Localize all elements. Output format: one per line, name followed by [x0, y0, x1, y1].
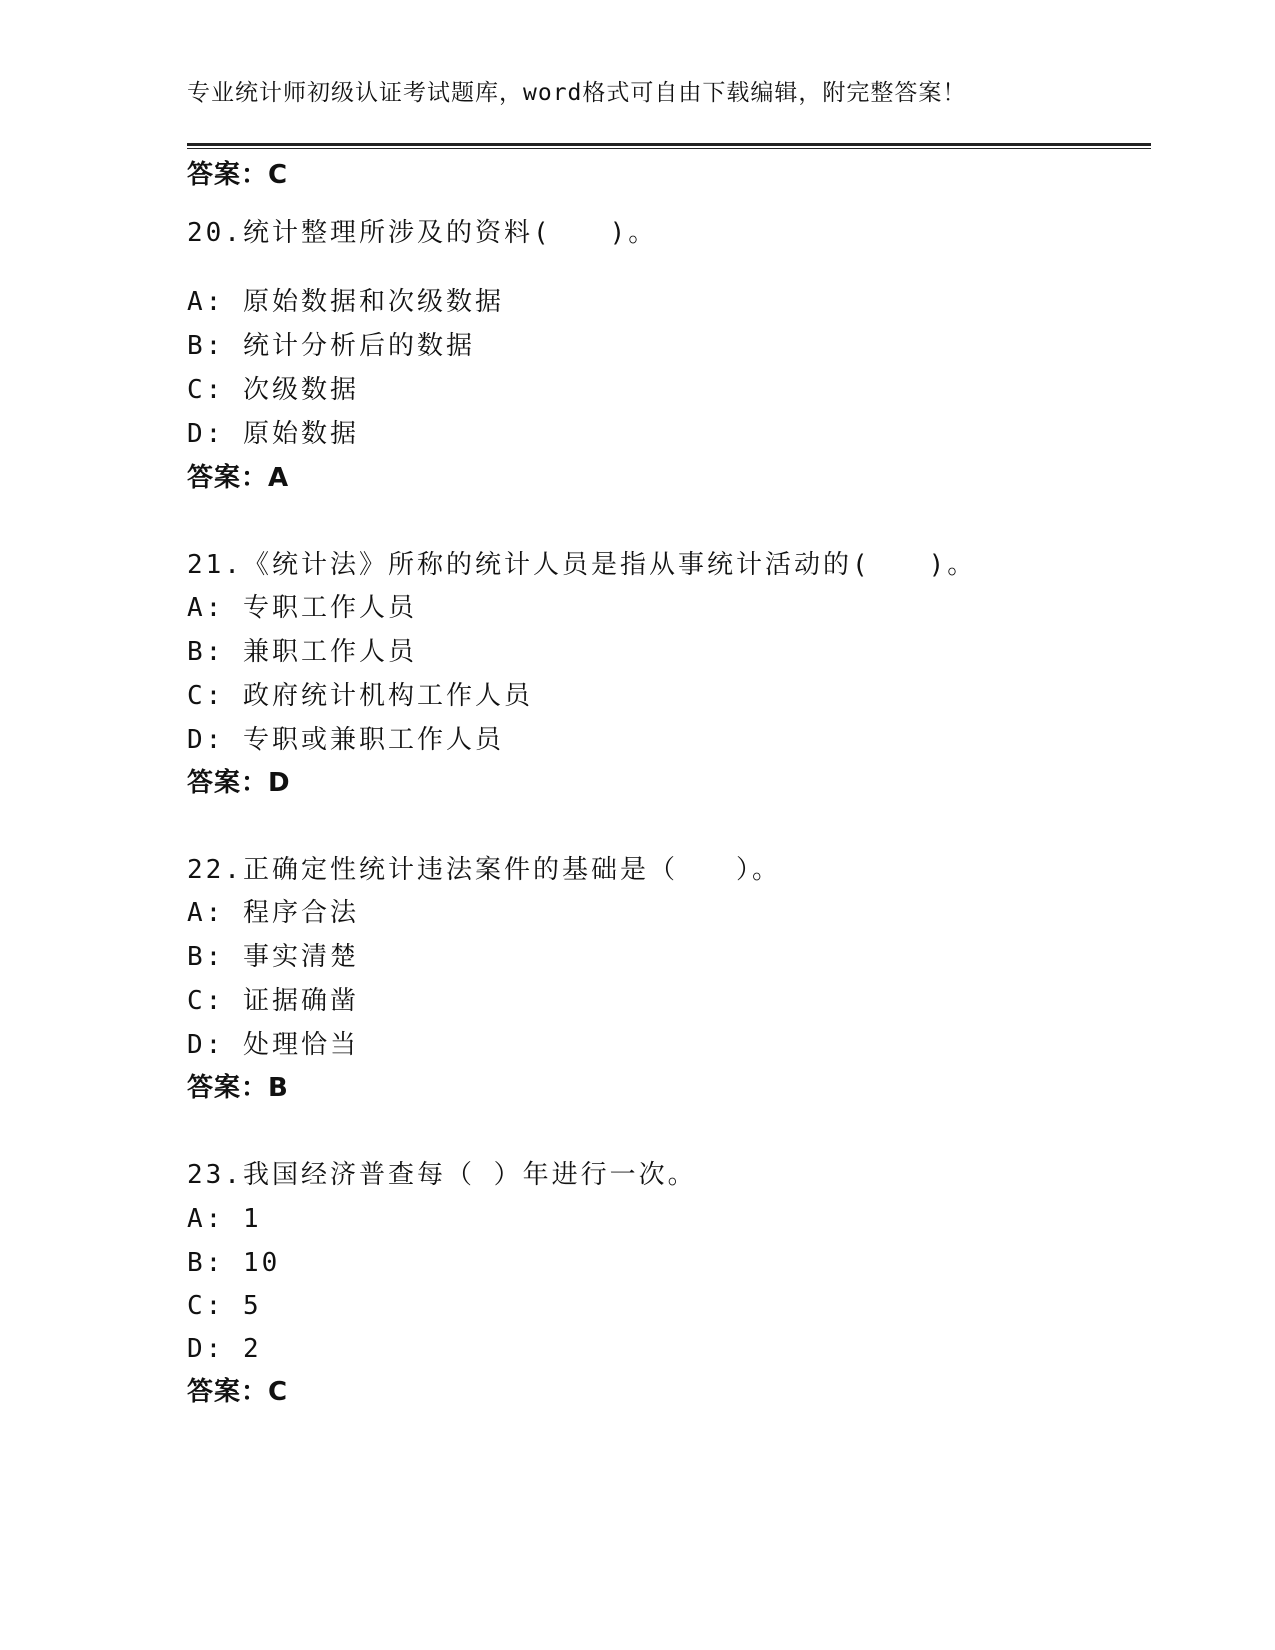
option-b: B: 10: [187, 1248, 281, 1278]
option-b: B: 统计分析后的数据: [187, 331, 475, 361]
page-header: 专业统计师初级认证考试题库，word格式可自由下载编辑，附完整答案！: [187, 80, 967, 106]
option-c: C: 次级数据: [187, 375, 359, 405]
option-d: D: 处理恰当: [187, 1030, 359, 1060]
option-a: A: 程序合法: [187, 898, 359, 928]
question-stem: 20.统计整理所涉及的资料( )。: [187, 218, 658, 248]
answer: 答案：D: [187, 768, 291, 798]
question-stem: 21.《统计法》所称的统计人员是指从事统计活动的( )。: [187, 550, 977, 580]
option-c: C: 政府统计机构工作人员: [187, 681, 533, 711]
option-d: D: 专职或兼职工作人员: [187, 725, 504, 755]
option-d: D: 原始数据: [187, 419, 359, 449]
answer-19: 答案：C: [187, 160, 289, 190]
option-b: B: 兼职工作人员: [187, 637, 417, 667]
header-divider: [187, 143, 1151, 149]
option-c: C: 证据确凿: [187, 986, 359, 1016]
option-a: A: 原始数据和次级数据: [187, 287, 504, 317]
option-a: A: 专职工作人员: [187, 593, 417, 623]
option-d: D: 2: [187, 1334, 262, 1364]
option-a: A: 1: [187, 1204, 262, 1234]
question-stem: 23.我国经济普查每（ ）年进行一次。: [187, 1160, 697, 1190]
answer: 答案：B: [187, 1073, 289, 1103]
question-stem: 22.正确定性统计违法案件的基础是（ ）。: [187, 855, 781, 885]
option-b: B: 事实清楚: [187, 942, 359, 972]
answer: 答案：A: [187, 463, 290, 493]
option-c: C: 5: [187, 1291, 262, 1321]
answer: 答案：C: [187, 1377, 289, 1407]
